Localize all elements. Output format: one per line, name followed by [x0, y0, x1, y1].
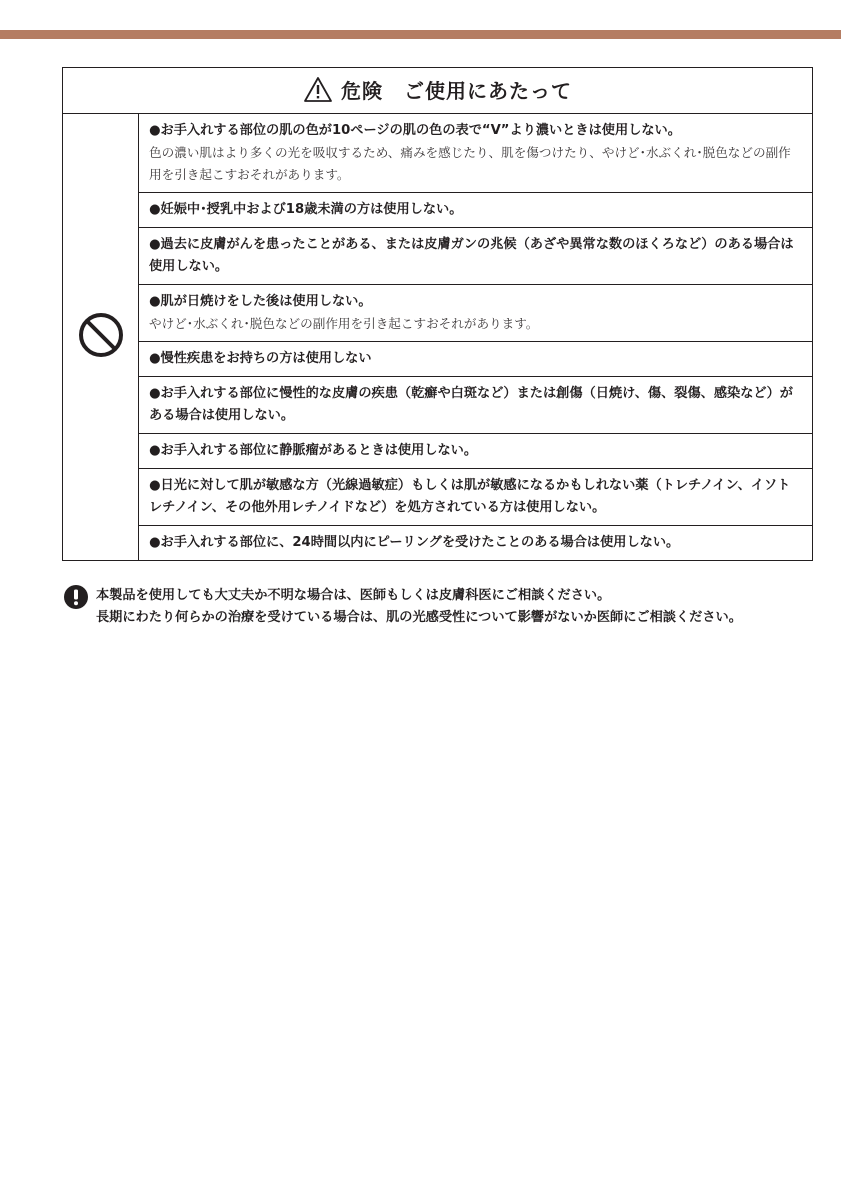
warning-triangle-icon	[303, 76, 333, 103]
warning-item-detail: 色の濃い肌はより多くの光を吸収するため、痛みを感じたり、肌を傷つけたり、やけど･水ぶくれ･脱色などの副作用を引き起こすおそれがあります。	[149, 145, 791, 182]
caution-note-line-1: 本製品を使用しても大丈夫か不明な場合は、医師もしくは皮膚科医にご相談ください。	[96, 588, 611, 603]
warning-item	[139, 193, 813, 228]
warning-item	[139, 434, 813, 469]
warning-item	[139, 526, 813, 561]
exclamation-circle-icon	[64, 585, 88, 609]
warning-title: 危険 ご使用にあたって	[341, 78, 572, 103]
warning-item	[139, 342, 813, 377]
warning-item-text: ●お手入れする部位の肌の色が10ページの肌の色の表で“V”より濃いときは使用しない。	[149, 123, 681, 138]
warning-item-text: ●慢性疾患をお持ちの方は使用しない	[149, 351, 372, 366]
warning-item-text: ●妊娠中･授乳中および18歳未満の方は使用しない。	[149, 202, 463, 217]
warning-item	[139, 228, 813, 285]
top-decorative-rule	[0, 30, 841, 39]
warning-item-text: ●お手入れする部位に、24時間以内にピーリングを受けたことのある場合は使用しない。	[149, 535, 680, 550]
warning-item-text: ●お手入れする部位に慢性的な皮膚の疾患（乾癬や白斑など）または創傷（日焼け、傷、裂傷、感染など）がある場合は使用しない。	[149, 386, 793, 423]
warning-item-text: ●肌が日焼けをした後は使用しない。	[149, 294, 372, 309]
warning-item-text: ●過去に皮膚がんを患ったことがある、または皮膚ガンの兆候（あざや異常な数のほくろなど）のある場合は使用しない。	[149, 237, 794, 274]
warning-header	[63, 68, 813, 114]
warning-item	[139, 377, 813, 434]
prohibition-icon	[77, 311, 125, 359]
warning-item	[139, 114, 813, 193]
caution-note-line-2: 長期にわたり何らかの治療を受けている場合は、肌の光感受性について影響がないか医師にご相談ください。	[96, 610, 742, 625]
prohibition-icon-cell	[63, 114, 139, 561]
warning-item-text: ●お手入れする部位に静脈瘤があるときは使用しない。	[149, 443, 478, 458]
warning-item-detail: やけど･水ぶくれ･脱色などの副作用を引き起こすおそれがあります。	[149, 316, 539, 331]
warning-item	[139, 285, 813, 342]
danger-warning-table	[62, 67, 813, 561]
warning-item	[139, 469, 813, 526]
caution-note-text	[96, 585, 742, 629]
warning-item-text: ●日光に対して肌が敏感な方（光線過敏症）もしくは肌が敏感になるかもしれない薬（トレチノイン、イソトレチノイン、その他外用レチノイドなど）を処方されている方は使用しない。	[149, 478, 791, 515]
caution-note	[64, 585, 814, 629]
